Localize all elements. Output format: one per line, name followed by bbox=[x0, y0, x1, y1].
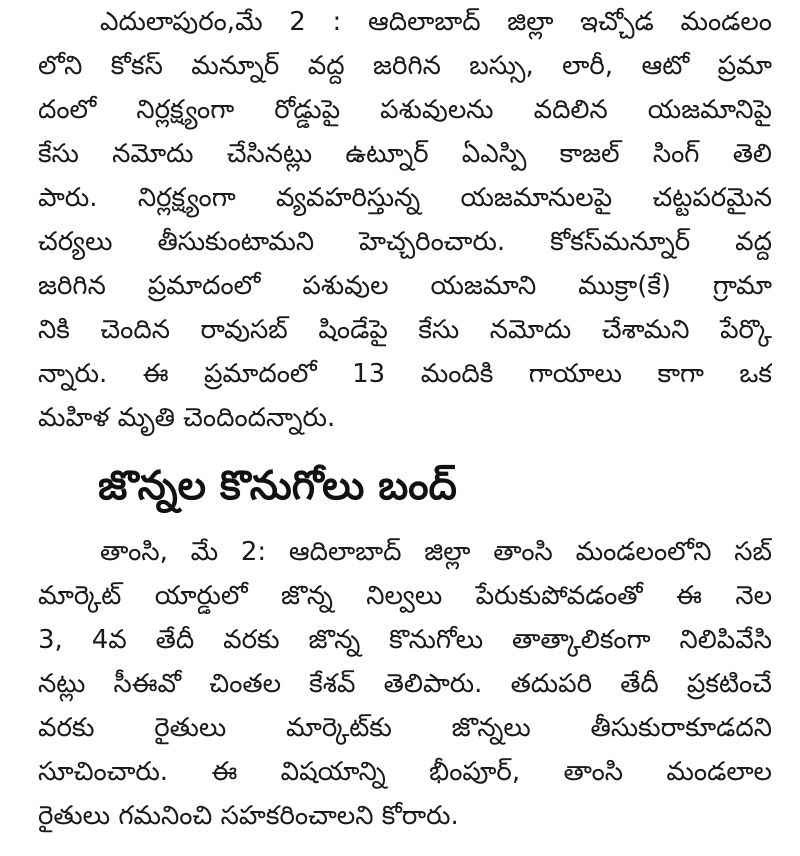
article-line: రైతులు గమనించి సహకరించాలని కోరారు. bbox=[38, 801, 459, 831]
article-line: దంలో నిర్లక్ష్యంగా రోడ్డుపై పశువులను వదిలిన యజమానిపై bbox=[38, 95, 772, 125]
article-accident-body bbox=[38, 0, 772, 440]
article-line: చర్యలు తీసుకుంటామని హెచ్చరించారు. కోకస్‌మన్నూర్ వద్ద bbox=[38, 227, 772, 257]
article-line: జరిగిన ప్రమాదంలో పశువుల యజమాని ముక్రా(కే) గ్రామా bbox=[38, 271, 772, 301]
article-line: నట్లు సీఈవో చింతల కేశవ్ తెలిపారు. తదుపరి తేదీ ప్రకటించే bbox=[38, 669, 772, 699]
article-line: మార్కెట్ యార్డులో జొన్న నిల్వలు పేరుకుపోవడంతో ఈ నెల bbox=[38, 581, 772, 611]
article-line: సూచించారు. ఈ విషయాన్ని భీంపూర్, తాంసి మండలాల bbox=[38, 757, 772, 787]
article-line: ఎదులాపురం,మే 2 : ఆదిలాబాద్ జిల్లా ఇచ్చోడ మండలం bbox=[100, 7, 772, 37]
article-line: 3, 4వ తేదీ వరకు జొన్న కొనుగోలు తాత్కాలికంగా నిలిపివేసి bbox=[38, 625, 772, 655]
article-line: మహిళ మృతి చెందిందన్నారు. bbox=[38, 403, 336, 433]
article-line: తాంసి, మే 2: ఆదిలాబాద్ జిల్లా తాంసి మండలంలోని సబ్ bbox=[100, 537, 772, 567]
article-line: కేసు నమోదు చేసినట్లు ఉట్నూర్ ఏఎస్పి కాజల్ సింగ్ తెలి bbox=[38, 139, 772, 169]
article-jowar-body bbox=[38, 530, 772, 838]
article-line: లోని కోకస్ మన్నూర్ వద్ద జరిగిన బస్సు, లారీ, ఆటో ప్రమా bbox=[38, 51, 772, 81]
article-line: పారు. నిర్లక్ష్యంగా వ్యవహరిస్తున్న యజమానులపై చట్టపరమైన bbox=[38, 183, 772, 213]
article-line: న్నారు. ఈ ప్రమాదంలో 13 మందికి గాయాలు కాగా ఒక bbox=[38, 359, 772, 389]
article-line: వరకు రైతులు మార్కెట్‌కు జొన్నలు తీసుకురాకూడదని bbox=[38, 713, 772, 743]
article-headline: జొన్నల కొనుగోలు బంద్ bbox=[98, 463, 457, 509]
article-line: నికి చెందిన రావుసబ్ షిండేపై కేసు నమోదు చేశామని పేర్కొ bbox=[38, 315, 772, 345]
